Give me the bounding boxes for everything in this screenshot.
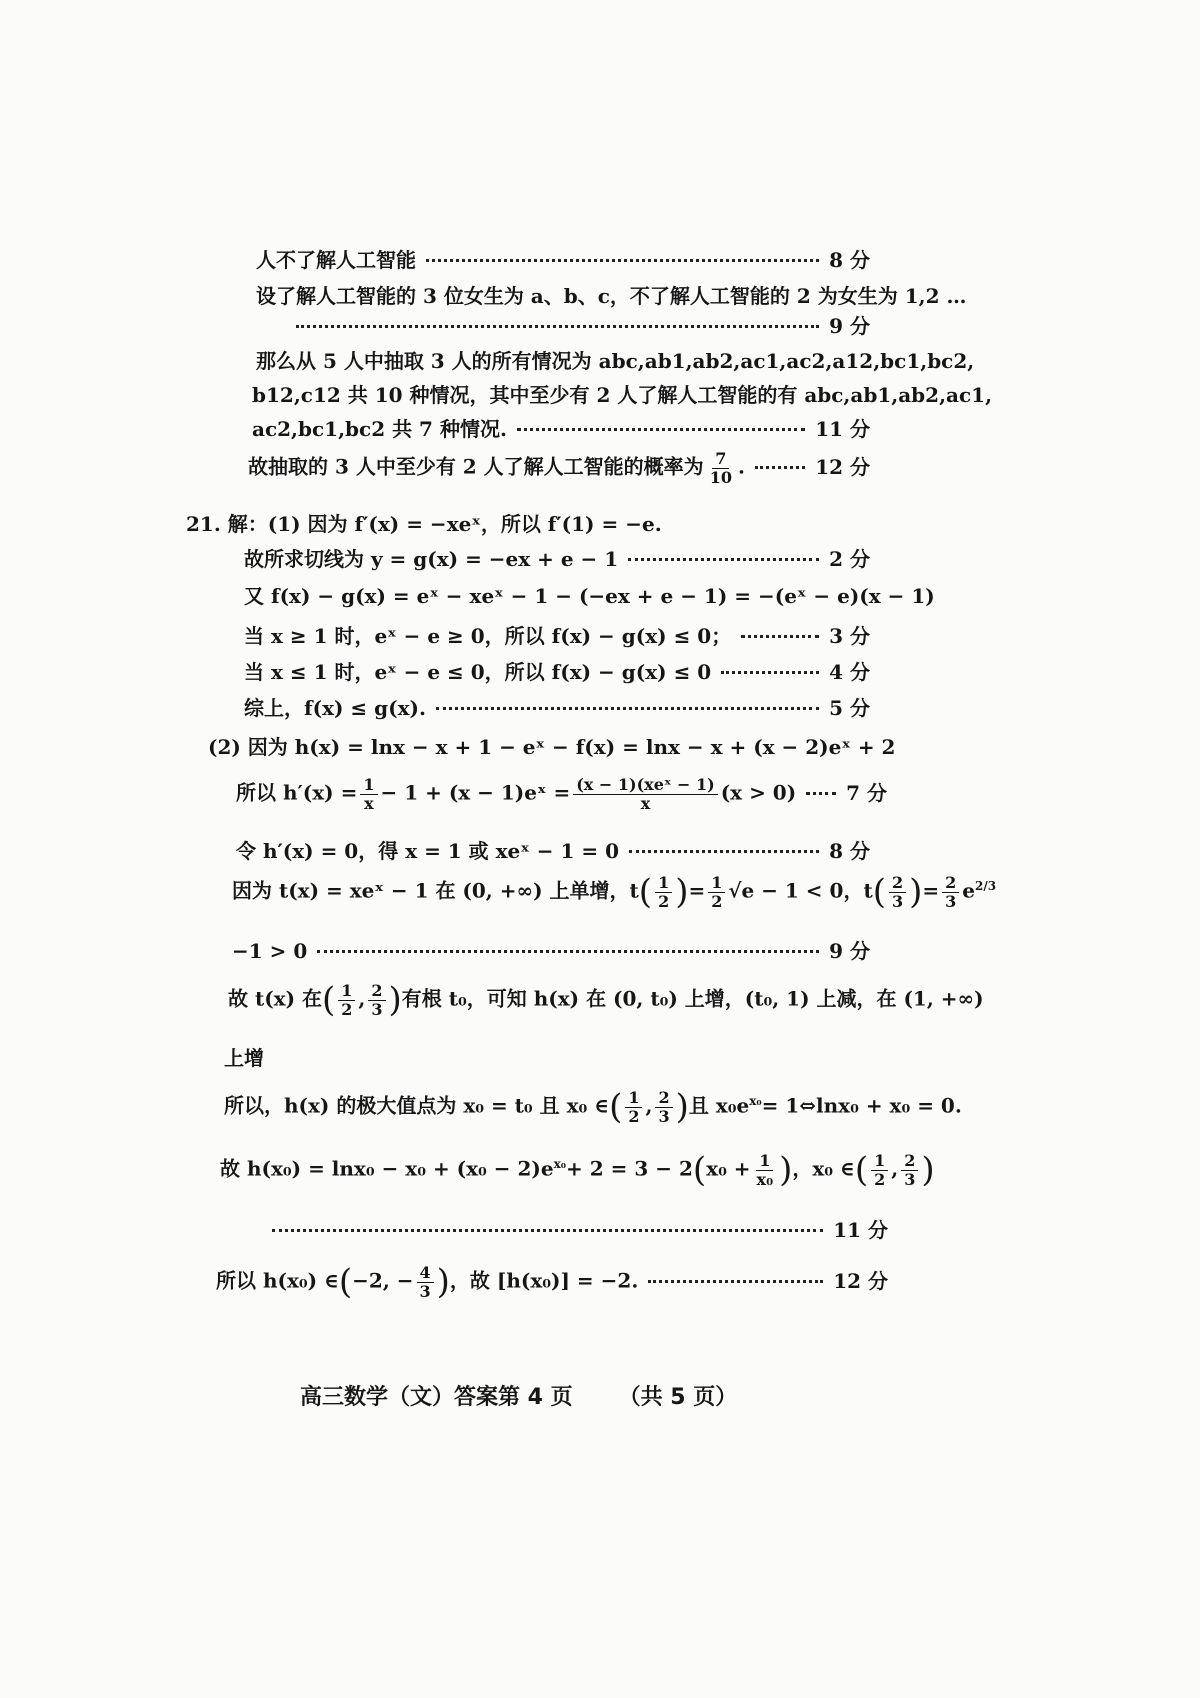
dot-leader	[317, 950, 819, 953]
fraction: $\frac{2}{3}$	[889, 874, 906, 910]
score-label: 4 分	[829, 660, 870, 684]
dot-leader	[628, 558, 819, 561]
fraction: $\frac{1}{2}$	[871, 1152, 888, 1188]
score-label: 9 分	[829, 939, 870, 963]
score-label: 12 分	[815, 454, 870, 479]
dot-leader	[721, 671, 819, 674]
line-5: 综上，f(x) ≤ g(x). 5 分	[244, 692, 870, 721]
dot-leader	[629, 850, 819, 853]
line-value: 故 $h(x_0) = \ln x_0 - x_0 + (x_0 - 2)e^{x_0}+ 2 = 3 - 2(x_0$ + $\frac{1}{\text{x₀}}$ )，x₀ ∈( $\frac{1}{2}$ , $\frac{2}{3}$ )	[220, 1150, 935, 1190]
score-label: 2 分	[829, 547, 870, 571]
line-12b: 所以 h(x₀) ∈(−2, − $\frac{4}{3}$ )，故 [h(x₀)] = −2. 12 分	[216, 1262, 888, 1302]
fraction: $\frac{1}{2}$	[655, 874, 672, 910]
score-label: 11 分	[815, 417, 870, 441]
line-2: 故所求切线为 y = g(x) = −ex + e − 1 2 分	[244, 543, 870, 572]
line-8b: 令 h′(x) = 0，得 x = 1 或 xeˣ − 1 = 0 8 分	[236, 835, 870, 864]
dot-leader	[436, 707, 819, 710]
dot-leader	[272, 1229, 823, 1232]
fraction: $\frac{7}{10}$	[709, 449, 732, 487]
line-7: 所以 h′(x) = $\frac{1}{x}$ − 1 + (x − 1)eˣ = $\frac{\text{(x − 1)(xeˣ − 1)}}{x}$ (x > 0) 7 分	[236, 775, 888, 813]
dot-leader	[755, 466, 805, 469]
footer-title: 高三数学（文）答案第 4 页	[300, 1385, 573, 1410]
line-increasing: 上增	[224, 1046, 264, 1070]
dot-leader	[426, 259, 819, 262]
line-4: 当 x ≤ 1 时，eˣ − e ≤ 0，所以 f(x) − g(x) ≤ 0 4 分	[244, 656, 870, 685]
line-11: ac2,bc1,bc2 共 7 种情况. 11 分	[252, 413, 870, 442]
line-11b	[272, 1214, 888, 1243]
line-9b: −1 > 0 9 分	[232, 935, 870, 964]
fraction: $\frac{1}{2}$	[625, 1089, 642, 1125]
line-monotone: 因为 t(x) = xeˣ − 1 在 (0, +∞) 上单增，t( $\frac{1}{2}$ )= $\frac{1}{2}$ √e − 1 < 0，t( $\frac{2}{3}$ )= $\frac{2}{3}$ $e^{2/3}$	[232, 872, 997, 912]
dot-leader	[806, 792, 836, 795]
line-setup: 设了解人工智能的 3 位女生为 a、b、c，不了解人工智能的 2 为女生为 1,2 …	[256, 284, 967, 308]
fraction: $\frac{1}{x}$	[360, 776, 377, 812]
line-9	[296, 310, 870, 339]
fraction: $\frac{4}{3}$	[417, 1264, 434, 1300]
fraction: $\frac{2}{3}$	[901, 1152, 918, 1188]
fraction: $\frac{1}{2}$	[338, 982, 355, 1018]
dot-leader	[517, 428, 805, 431]
line-cases-2: b12,c12 共 10 种情况，其中至少有 2 人了解人工智能的有 abc,ab1,ab2,ac1,	[252, 383, 993, 407]
dot-leader	[296, 325, 819, 328]
fraction: $\frac{2}{3}$	[368, 982, 385, 1018]
score-label: 7 分	[846, 780, 888, 805]
line-difference: 又 f(x) − g(x) = eˣ − xeˣ − 1 − (−ex + e − 1) = −(eˣ − e)(x − 1)	[244, 584, 935, 608]
dot-leader	[741, 635, 819, 638]
score-label: 11 分	[833, 1218, 888, 1242]
dot-leader	[648, 1280, 823, 1283]
score-label: 3 分	[829, 624, 870, 648]
score-label: 12 分	[833, 1268, 888, 1293]
fraction: $\frac{1}{2}$	[708, 874, 725, 910]
score-label: 5 分	[829, 696, 870, 720]
line-extremum: 所以，h(x) 的极大值点为 x₀ = t₀ 且 x₀ ∈( $\frac{1}{2}$ , $\frac{2}{3}$ )且 $x_0e^{x_0}=$ 1⇔lnx₀ + x₀ = 0.	[224, 1087, 962, 1127]
fraction: $\frac{\text{(x − 1)(xeˣ − 1)}}{x}$	[573, 776, 718, 812]
line-probability: 故抽取的 3 人中至少有 2 人了解人工智能的概率为 $\frac{7}{10}$ . 12 分	[248, 449, 870, 487]
fraction: $\frac{2}{3}$	[942, 874, 959, 910]
fraction: $\frac{1}{\text{x₀}}$	[756, 1150, 774, 1189]
score-label: 8 分	[829, 839, 870, 863]
line-8: 人不了解人工智能 8 分	[256, 244, 870, 273]
fraction: $\frac{2}{3}$	[655, 1089, 672, 1125]
line-3: 当 x ≥ 1 时，eˣ − e ≥ 0，所以 f(x) − g(x) ≤ 0； 3 分	[244, 620, 870, 649]
problem-21-heading: 21. 解：(1) 因为 f′(x) = −xeˣ，所以 f′(1) = −e.	[186, 512, 662, 536]
score-label: 8 分	[829, 248, 870, 272]
part-2-heading: (2) 因为 h(x) = lnx − x + 1 − eˣ − f(x) = lnx − x + (x − 2)eˣ + 2	[208, 735, 896, 759]
page-footer	[300, 1380, 737, 1411]
line-root: 故 t(x) 在( $\frac{1}{2}$ , $\frac{2}{3}$ )有根 t₀，可知 h(x) 在 (0, t₀) 上增，(t₀, 1) 上减，在 (1, +∞)	[228, 980, 984, 1020]
score-label: 9 分	[829, 314, 870, 338]
line-cases-1: 那么从 5 人中抽取 3 人的所有情况为 abc,ab1,ab2,ac1,ac2,a12,bc1,bc2,	[256, 349, 975, 373]
footer-total: （共 5 页）	[618, 1385, 738, 1410]
